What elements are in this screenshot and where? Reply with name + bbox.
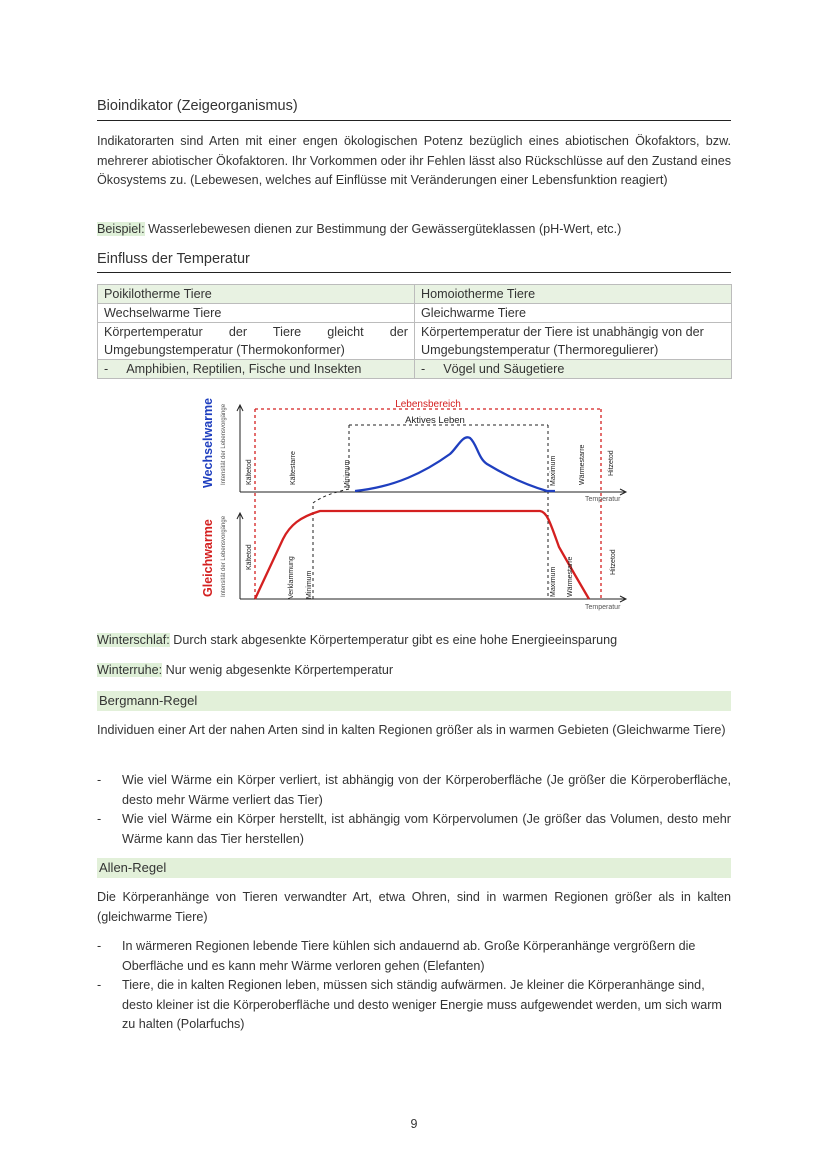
label-verklammung: Verklammung — [288, 556, 295, 599]
heading-rule — [97, 272, 731, 273]
label-waermestarre: Wärmestarre — [579, 444, 586, 485]
winterruhe-label: Winterruhe: — [97, 663, 163, 677]
cell-text: Amphibien, Reptilien, Fische und Insekten — [126, 362, 362, 376]
label-aktives-leben: Aktives Leben — [405, 415, 465, 426]
bioindikator-text: Indikatorarten sind Arten mit einer engen ökologischen Potenz bezüglich eines abiotischen Ökofaktors, bzw. mehrerer abiotischer Ökofaktoren. Ihr Vorkommen oder ihr Fehlen lässt also Rückschlüsse auf den Zustand eines Ökosystems zu. (Lebewesen, welches auf Einflüsse mit Veränderungen einer Lebensfunktion reagiert) — [97, 134, 731, 187]
bullet-text: In wärmeren Regionen lebende Tiere kühlen sich andauernd ab. Große Körperanhänge vergrößern die Oberfläche und es kann mehr Wärme verloren gehen (Elefanten) — [122, 939, 696, 973]
table-row — [98, 285, 732, 304]
example-text: Wasserlebewesen dienen zur Bestimmung der Gewässergüteklassen (pH-Wert, etc.) — [144, 222, 622, 236]
bullet-text: Wie viel Wärme ein Körper verliert, ist abhängig von der Körperoberfläche (Je größer die Körperoberfläche, desto mehr Wärme verliert das Tier) — [122, 773, 731, 807]
label-minimum: Minimum — [306, 570, 313, 599]
page-number: 9 — [410, 1117, 418, 1131]
heading-allen: Allen-Regel — [97, 858, 731, 878]
table-row — [98, 323, 732, 360]
table-row — [98, 304, 732, 323]
bullet-dash: - — [97, 978, 102, 992]
table-cell — [415, 323, 732, 360]
dash: - — [421, 362, 426, 376]
table-cell: Gleichwarme Tiere — [415, 304, 732, 323]
label-kaeltetod: Kältetod — [246, 459, 253, 485]
bullet-text: Wie viel Wärme ein Körper herstellt, ist abhängig vom Körpervolumen (Je größer das Volumen, desto mehr Wärme kann das Tier herstellen) — [122, 812, 731, 846]
y-axis-label: Intensität der Lebensvorgänge — [221, 515, 227, 597]
example-label: Beispiel: — [97, 222, 145, 236]
table-cell: Wechselwarme Tiere — [98, 304, 415, 323]
label-hitzetod: Hitzetod — [608, 450, 615, 476]
bullet-text: Tiere, die in kalten Regionen leben, müssen sich ständig aufwärmen. Je kleiner die Körperanhänge sind, desto kleiner ist die Körperoberfläche und desto weniger Energie muss aufgewendet werden, um sich warm zu halten (Polarfuchs) — [122, 978, 722, 1031]
comparison-table — [97, 284, 732, 379]
label-maximum: Maximum — [550, 566, 557, 597]
table-cell: Homoiotherme Tiere — [415, 285, 732, 304]
label-kaeltetod: Kältetod — [246, 544, 253, 570]
label-hitzetod: Hitzetod — [610, 549, 617, 575]
y-axis-label: Intensität der Lebensvorgänge — [221, 403, 227, 485]
table-cell — [98, 360, 415, 379]
label-temperatur: Temperatur — [585, 496, 621, 503]
label-temperatur: Temperatur — [585, 604, 621, 611]
winterschlaf-text: Durch stark abgesenkte Körpertemperatur gibt es eine hohe Energieeinsparung — [169, 633, 618, 647]
label-kaeltestarre: Kältestarre — [290, 451, 297, 485]
heading-bergmann: Bergmann-Regel — [97, 691, 731, 711]
series-wechselwarme — [355, 437, 555, 491]
table-cell — [98, 323, 415, 360]
list-item — [97, 810, 731, 849]
cell-line: Umgebungstemperatur (Thermoregulierer) — [421, 343, 659, 357]
heading-temperatur: Einfluss der Temperatur — [97, 251, 250, 267]
heading-rule — [97, 120, 731, 121]
list-item — [97, 976, 731, 1035]
list-item — [97, 937, 731, 976]
winterschlaf-label: Winterschlaf: — [97, 633, 170, 647]
allen-text: Die Körperanhänge von Tieren verwandter Art, etwa Ohren, sind in warmen Regionen größer als in kalten (gleichwarme Tiere) — [97, 890, 731, 924]
label-maximum: Maximum — [550, 455, 557, 486]
bioindikator-example — [97, 220, 731, 240]
heading-bioindikator: Bioindikator (Zeigeorganismus) — [97, 98, 298, 114]
label-lebensbereich: Lebensbereich — [395, 399, 461, 410]
bullet-dash: - — [97, 773, 102, 787]
table-row — [98, 360, 732, 379]
cell-text: Vögel und Säugetiere — [443, 362, 565, 376]
dash: - — [104, 362, 109, 376]
label-minimum: Minimum — [344, 459, 351, 488]
bergmann-text: Individuen einer Art der nahen Arten sind in kalten Regionen größer als in warmen Gebieten (Gleichwarme Tiere) — [97, 723, 726, 737]
label-waermestarre: Wärmestarre — [567, 556, 574, 597]
list-item — [97, 771, 731, 810]
label-wechselwarme: Wechselwarme — [201, 397, 215, 488]
label-gleichwarme: Gleichwarme — [201, 519, 215, 597]
cell-line: Körpertemperatur der Tiere gleicht der — [104, 325, 408, 339]
table-cell — [415, 360, 732, 379]
cell-line: Umgebungstemperatur (Thermokonformer) — [104, 343, 345, 357]
bullet-dash: - — [97, 939, 102, 953]
winterschlaf — [97, 631, 731, 651]
winterruhe-text: Nur wenig abgesenkte Körpertemperatur — [162, 663, 394, 677]
bullet-dash: - — [97, 812, 102, 826]
cell-line: Körpertemperatur der Tiere ist unabhängig von der — [421, 325, 704, 339]
table-cell: Poikilotherme Tiere — [98, 285, 415, 304]
winterruhe — [97, 661, 731, 681]
temperature-diagram — [195, 392, 635, 617]
